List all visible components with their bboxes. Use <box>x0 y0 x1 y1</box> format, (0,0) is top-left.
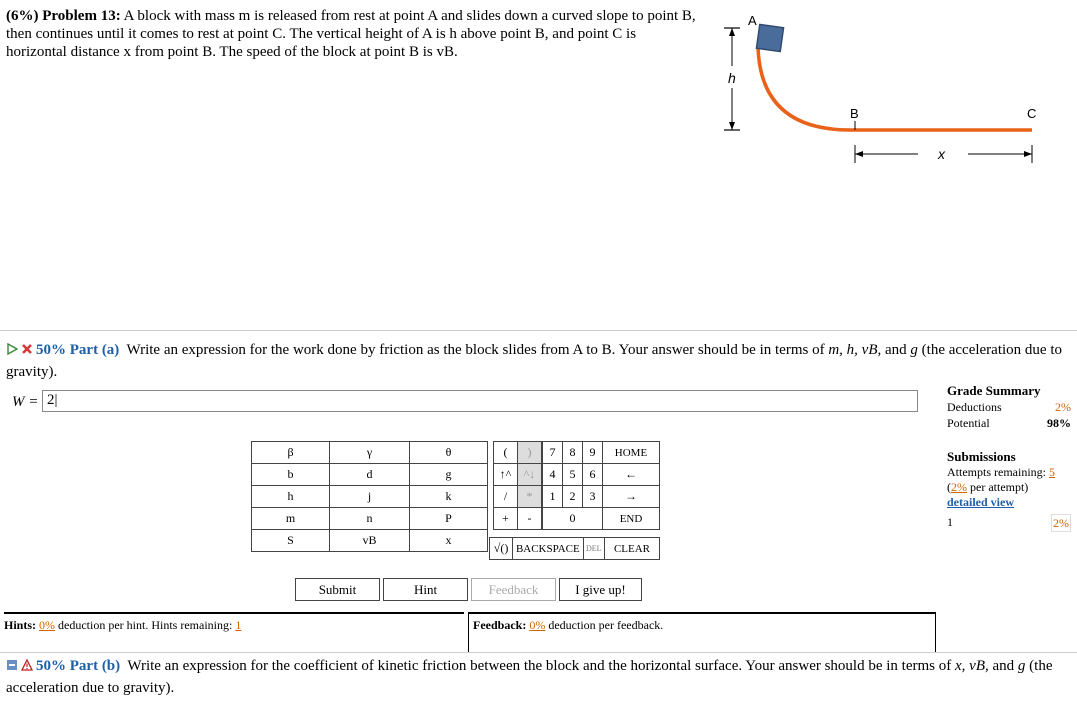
feedback-button[interactable]: Feedback <box>471 578 556 601</box>
key-gamma[interactable]: γ <box>330 442 410 464</box>
hints-box <box>4 612 464 652</box>
key-minus[interactable]: - <box>518 508 542 530</box>
part-a-vars: m, h, vB, <box>828 342 882 358</box>
part-a-g: g <box>910 342 918 358</box>
key-m[interactable]: m <box>252 508 330 530</box>
label-x: x <box>938 146 945 162</box>
problem-title: Problem 13: <box>42 8 121 24</box>
feedback-text: deduction per feedback. <box>548 618 664 632</box>
part-b-prompt-end: (the acceleration due to gravity). <box>6 658 1053 696</box>
key-9[interactable]: 9 <box>583 442 603 464</box>
key-beta[interactable]: β <box>252 442 330 464</box>
key-open-paren[interactable]: ( <box>494 442 518 464</box>
hints-pct: 0% <box>39 618 56 632</box>
key-k[interactable]: k <box>410 486 488 508</box>
submission-value: 2% <box>1053 516 1069 530</box>
part-a-and: and <box>881 342 911 358</box>
keypad-digits <box>542 441 660 530</box>
part-b-g: g <box>1017 658 1026 674</box>
warning-icon <box>21 659 33 671</box>
key-8[interactable]: 8 <box>563 442 583 464</box>
collapse-icon[interactable] <box>6 659 18 671</box>
key-plus[interactable]: + <box>494 508 518 530</box>
label-h: h <box>728 70 736 86</box>
feedback-box <box>468 612 936 652</box>
key-7[interactable]: 7 <box>543 442 563 464</box>
key-j[interactable]: j <box>330 486 410 508</box>
key-1[interactable]: 1 <box>543 486 563 508</box>
feedback-pct: 0% <box>529 618 546 632</box>
part-a-percent: 50% Part (a) <box>36 342 120 358</box>
key-divide[interactable]: / <box>494 486 518 508</box>
part-b-vars: x, vB, <box>955 658 989 674</box>
deductions-value: 2% <box>1055 400 1071 414</box>
deductions-label: Deductions <box>947 400 1002 414</box>
key-del[interactable]: DEL <box>583 538 604 560</box>
key-superscript[interactable]: ↑^ <box>494 464 518 486</box>
key-left-arrow[interactable]: ← <box>603 464 660 486</box>
label-a: A <box>748 13 757 28</box>
key-close-paren[interactable]: ) <box>518 442 542 464</box>
key-x[interactable]: x <box>410 530 488 552</box>
hint-button[interactable]: Hint <box>383 578 468 601</box>
keypad <box>251 441 660 555</box>
key-2[interactable]: 2 <box>563 486 583 508</box>
part-b-prompt <box>6 655 1072 699</box>
submit-button[interactable]: Submit <box>295 578 380 601</box>
part-b-prompt-text: Write an expression for the coefficient of kinetic friction between the block and the horizontal surface. Your answer should be in terms of <box>127 658 955 674</box>
separator <box>0 330 1077 331</box>
block-icon <box>756 24 783 51</box>
potential-value: 98% <box>1047 416 1071 430</box>
key-5[interactable]: 5 <box>563 464 583 486</box>
incorrect-x-icon <box>21 343 33 355</box>
key-4[interactable]: 4 <box>543 464 563 486</box>
attempts-label: Attempts remaining: <box>947 465 1046 479</box>
keypad-bottom <box>489 537 660 560</box>
key-3[interactable]: 3 <box>583 486 603 508</box>
feedback-label: Feedback: <box>473 618 527 632</box>
key-d[interactable]: d <box>330 464 410 486</box>
key-6[interactable]: 6 <box>583 464 603 486</box>
answer-label: W = <box>12 394 39 410</box>
grade-summary-title: Grade Summary <box>947 383 1041 398</box>
part-a-prompt-text: Write an expression for the work done by friction as the block slides from A to B. Your answer should be in terms of <box>126 342 829 358</box>
per-attempt-text: per attempt) <box>970 480 1029 494</box>
key-subscript[interactable]: ^↓ <box>518 464 542 486</box>
submission-index: 1 <box>947 515 953 529</box>
key-theta[interactable]: θ <box>410 442 488 464</box>
key-h[interactable]: h <box>252 486 330 508</box>
keypad-variables <box>251 441 488 552</box>
part-b-percent: 50% Part (b) <box>36 658 121 674</box>
key-b[interactable]: b <box>252 464 330 486</box>
key-backspace[interactable]: BACKSPACE <box>513 538 583 560</box>
label-b: B <box>850 106 859 121</box>
key-vB[interactable]: vB <box>330 530 410 552</box>
detailed-view-link[interactable]: detailed view <box>947 495 1014 509</box>
track-curve <box>758 46 1032 130</box>
problem-statement <box>6 7 696 61</box>
hints-remaining: 1 <box>235 618 242 632</box>
potential-label: Potential <box>947 416 990 430</box>
key-0[interactable]: 0 <box>543 508 603 530</box>
expand-arrow-icon[interactable] <box>6 343 18 355</box>
grade-summary: Grade Summary Deductions 2% Potential 98% Submissions Attempts remaining: 5 (2% per attempt) detailed view 1 2% <box>947 383 1071 530</box>
separator-b <box>0 652 1077 653</box>
part-a-prompt <box>6 339 1066 383</box>
key-home[interactable]: HOME <box>603 442 660 464</box>
key-S[interactable]: S <box>252 530 330 552</box>
submissions-title: Submissions <box>947 449 1016 464</box>
answer-input[interactable]: 2| <box>42 390 918 412</box>
key-sqrt[interactable]: √() <box>490 538 513 560</box>
keypad-operators <box>493 441 542 530</box>
hints-text: deduction per hint. Hints remaining: <box>58 618 233 632</box>
problem-weight: (6%) <box>6 8 39 24</box>
label-c: C <box>1027 106 1037 121</box>
problem-diagram <box>700 8 1060 168</box>
key-clear[interactable]: CLEAR <box>604 538 659 560</box>
key-P[interactable]: P <box>410 508 488 530</box>
problem-text: A block with mass m is released from rest at point A and slides down a curved slope to point B, then continues until it comes to rest at point C. The vertical height of A is h above point B, and point C is horizontal distance x from point B. The speed of the block at point B is vB. <box>6 8 696 60</box>
key-right-arrow[interactable]: → <box>603 486 660 508</box>
per-attempt-pct: 2% <box>951 480 967 494</box>
key-g[interactable]: g <box>410 464 488 486</box>
key-multiply[interactable]: * <box>518 486 542 508</box>
part-b-and: and <box>988 658 1018 674</box>
key-end[interactable]: END <box>603 508 660 530</box>
hints-label: Hints: <box>4 618 37 632</box>
key-n[interactable]: n <box>330 508 410 530</box>
part-a-prompt-end: (the acceleration due to gravity). <box>6 342 1062 380</box>
attempts-value: 5 <box>1048 465 1055 479</box>
give-up-button[interactable]: I give up! <box>559 578 642 601</box>
